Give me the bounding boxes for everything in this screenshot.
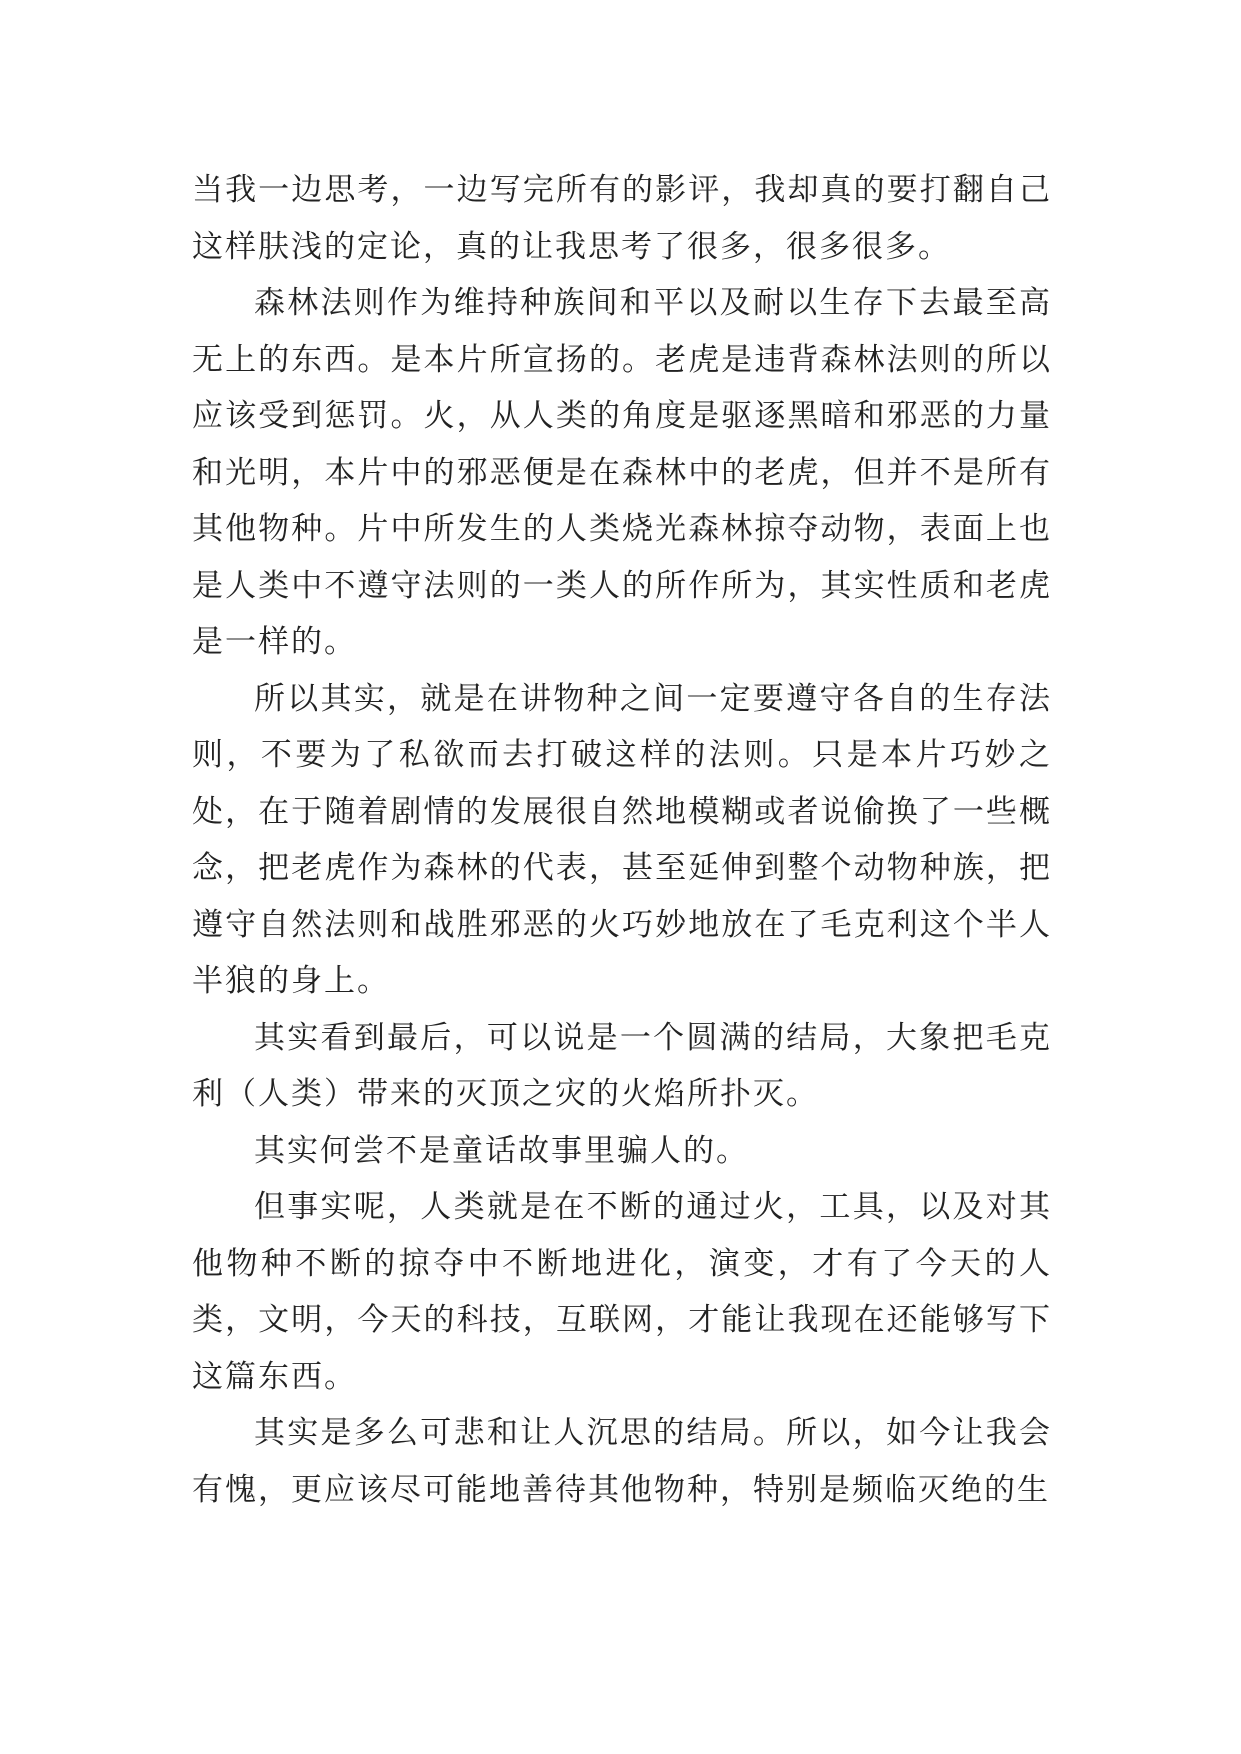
- paragraph-7: 其实是多么可悲和让人沉思的结局。所以，如今让我会有愧，更应该尽可能地善待其他物种，特别是频临灭绝的生: [192, 1415, 1052, 1508]
- paragraph-6: 但事实呢，人类就是在不断的通过火，工具，以及对其他物种不断的掠夺中不断地进化，演变，才有了今天的人类，文明，今天的科技，互联网，才能让我现在还能够写下这篇东西。: [192, 1189, 1052, 1395]
- paragraph-1: 当我一边思考，一边写完所有的影评，我却真的要打翻自己这样肤浅的定论，真的让我思考了很多，很多很多。: [192, 172, 1052, 265]
- paragraph-3: 所以其实，就是在讲物种之间一定要遵守各自的生存法则，不要为了私欲而去打破这样的法则。只是本片巧妙之处，在于随着剧情的发展很自然地模糊或者说偷换了一些概念，把老虎作为森林的代表，甚至延伸到整个动物种族，把遵守自然法则和战胜邪恶的火巧妙地放在了毛克利这个半人半狼的身上。: [192, 680, 1052, 999]
- paragraph-2: 森林法则作为维持种族间和平以及耐以生存下去最至高无上的东西。是本片所宣扬的。老虎是违背森林法则的所以应该受到惩罚。火，从人类的角度是驱逐黑暗和邪恶的力量和光明，本片中的邪恶便是在森林中的老虎，但并不是所有其他物种。片中所发生的人类烧光森林掠夺动物，表面上也是人类中不遵守法则的一类人的所作所为，其实性质和老虎是一样的。: [192, 285, 1052, 660]
- paragraph-5: 其实何尝不是童话故事里骗人的。: [254, 1132, 749, 1169]
- document-page: [192, 162, 1052, 1518]
- paragraph-4: 其实看到最后，可以说是一个圆满的结局，大象把毛克利（人类）带来的灭顶之灾的火焰所扑灭。: [192, 1019, 1052, 1112]
